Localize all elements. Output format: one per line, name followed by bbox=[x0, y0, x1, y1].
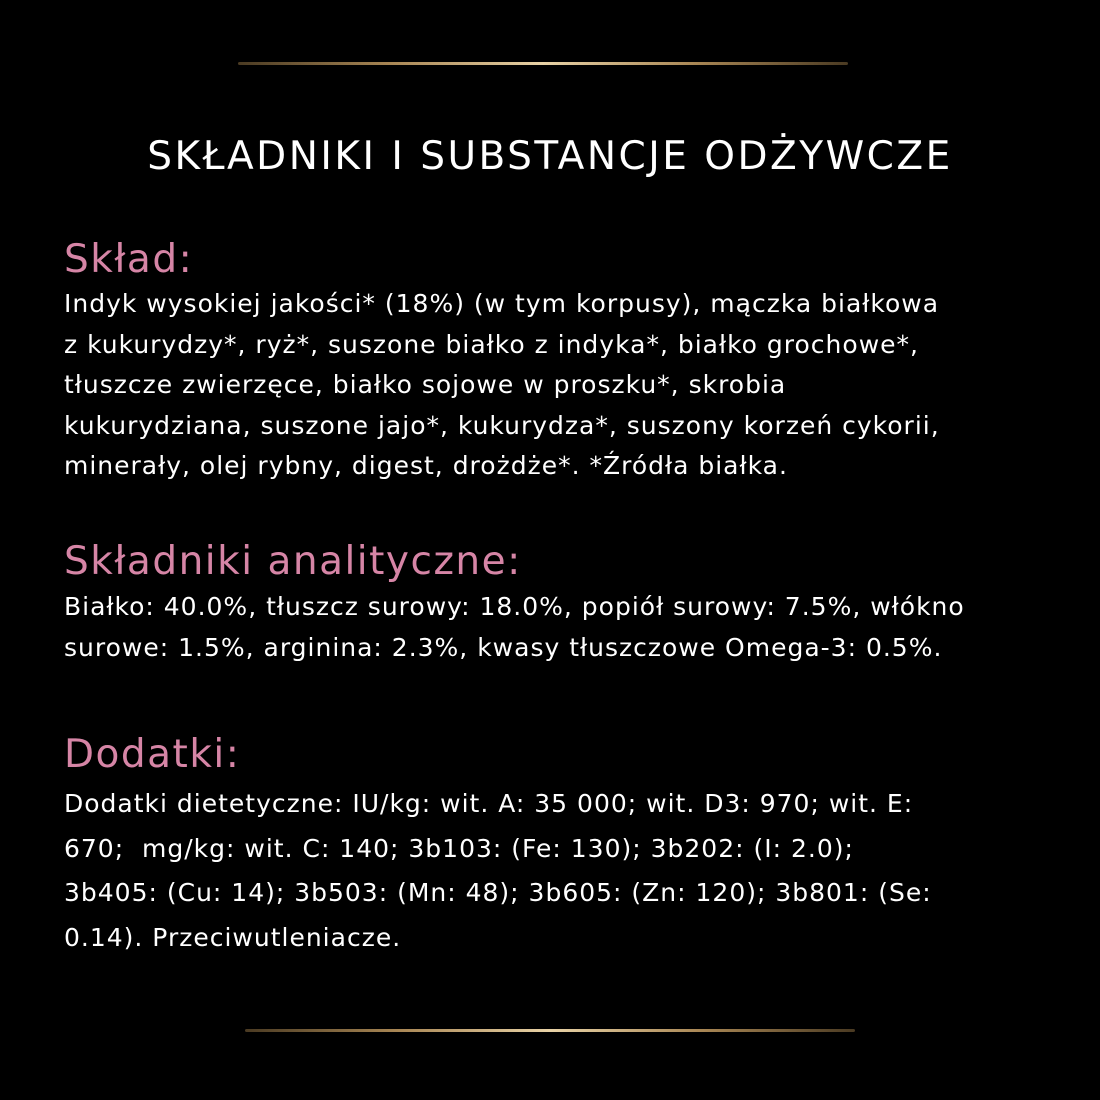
top-divider bbox=[238, 62, 848, 65]
text-line: 0.14). Przeciwutleniacze. bbox=[64, 922, 402, 952]
text-line: Indyk wysokiej jakości* (18%) (w tym korpusy), mączka białkowa bbox=[64, 289, 940, 318]
section-dodatki bbox=[64, 731, 1064, 960]
text-line: kukurydziana, suszone jajo*, kukurydza*, suszony korzeń cykorii, bbox=[64, 410, 940, 440]
text-line: 670; mg/kg: wit. C: 140; 3b103: (Fe: 130); 3b202: (I: 2.0); bbox=[64, 833, 854, 863]
text-line: Białko: 40.0%, tłuszcz surowy: 18.0%, popiół surowy: 7.5%, włókno bbox=[64, 592, 965, 621]
page-title: SKŁADNIKI I SUBSTANCJE ODŻYWCZE bbox=[147, 134, 953, 179]
section-body-sklad bbox=[64, 284, 1064, 487]
text-line: z kukurydzy*, ryż*, suszone białko z indyka*, białko grochowe*, bbox=[64, 329, 919, 359]
section-skladniki-analityczne bbox=[64, 538, 1064, 668]
text-line: minerały, olej rybny, digest, drożdże*. *Źródła białka. bbox=[64, 451, 788, 480]
section-body-skladniki-analityczne bbox=[64, 586, 1064, 668]
section-heading-dodatki: Dodatki: bbox=[64, 732, 241, 777]
text-line: surowe: 1.5%, arginina: 2.3%, kwasy tłuszczowe Omega-3: 0.5%. bbox=[64, 633, 943, 662]
bottom-divider bbox=[245, 1029, 855, 1032]
section-body-dodatki bbox=[64, 782, 1064, 960]
section-sklad bbox=[64, 236, 1064, 487]
section-heading-skladniki-analityczne: Składniki analityczne: bbox=[64, 539, 522, 584]
text-line: Dodatki dietetyczne: IU/kg: wit. A: 35 000; wit. D3: 970; wit. E: bbox=[64, 789, 914, 818]
text-line: 3b405: (Cu: 14); 3b503: (Mn: 48); 3b605: (Zn: 120); 3b801: (Se: bbox=[64, 878, 932, 907]
section-heading-sklad: Skład: bbox=[64, 237, 194, 282]
text-line: tłuszcze zwierzęce, białko sojowe w proszku*, skrobia bbox=[64, 370, 787, 399]
